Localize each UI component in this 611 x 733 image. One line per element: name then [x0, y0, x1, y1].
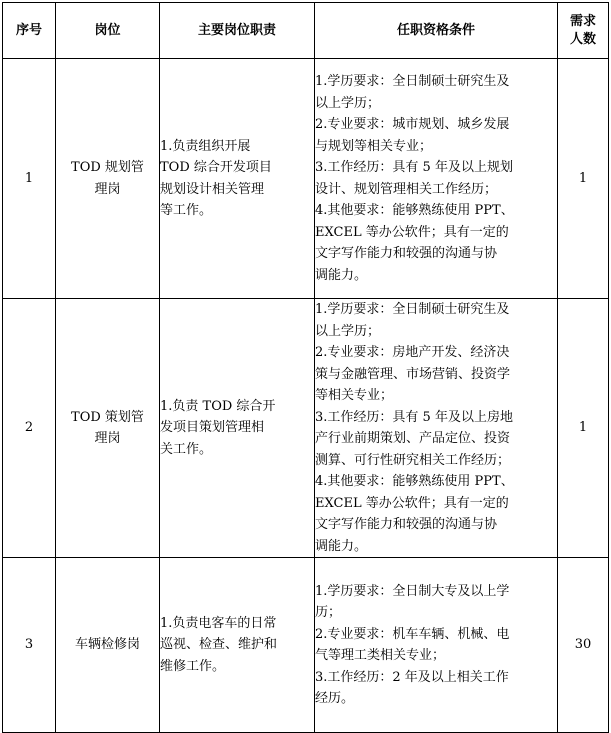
table-row — [3, 558, 609, 733]
req-line: 1.学历要求：全日制硕士研究生及 — [315, 302, 510, 317]
header-duties: 主要岗位职责 — [160, 3, 315, 59]
req-line: 气等理工类相关专业； — [315, 648, 446, 663]
row-requirements — [315, 59, 558, 299]
req-line: 4.其他要求：能够熟练使用 PPT、 — [315, 203, 514, 218]
req-line: 3.工作经历：2 年及以上相关工作 — [315, 669, 509, 685]
position-line: 理岗 — [94, 181, 121, 197]
row-duties — [160, 558, 315, 733]
duty-line: 巡视、检查、维护和 — [160, 637, 278, 653]
row-count: 30 — [558, 558, 609, 733]
row-duties — [160, 59, 315, 299]
position-line: TOD 规划管 — [71, 160, 144, 175]
req-line: 设计、规划管理相关工作经历； — [315, 181, 498, 197]
row-position — [56, 299, 160, 558]
header-no: 序号 — [3, 3, 56, 59]
duty-line: 1.负责组织开展 — [160, 138, 251, 154]
req-line: 2.专业要求：城市规划、城乡发展 — [315, 117, 510, 132]
req-line: 2.专业要求：房地产开发、经济决 — [315, 345, 510, 360]
row-duties — [160, 299, 315, 558]
duty-line: 规划设计相关管理 — [160, 181, 265, 197]
req-line: EXCEL 等办公软件；具有一定的 — [315, 224, 509, 240]
req-line: EXCEL 等办公软件；具有一定的 — [315, 495, 509, 511]
header-count-line2: 人数 — [569, 31, 596, 47]
req-line: 等相关专业； — [315, 388, 394, 403]
row-requirements — [315, 558, 558, 733]
row-requirements — [315, 299, 558, 558]
req-line: 调能力。 — [315, 538, 368, 554]
req-line: 产行业前期策划、产品定位、投资 — [315, 431, 511, 446]
position-line: 车辆检修岗 — [74, 637, 140, 653]
header-count-line1: 需求 — [569, 13, 596, 29]
req-line: 2.专业要求：机车车辆、机械、电 — [315, 626, 510, 642]
header-requirements: 任职资格条件 — [315, 3, 558, 59]
row-no: 3 — [3, 558, 56, 733]
table-row — [3, 59, 609, 299]
req-line: 1.学历要求：全日制大专及以上学 — [315, 583, 510, 599]
duty-line: TOD 综合开发项目 — [160, 160, 272, 175]
req-line: 以上学历； — [315, 95, 381, 111]
req-line: 策与金融管理、市场营销、投资学 — [315, 366, 511, 382]
position-line: TOD 策划管 — [71, 409, 144, 425]
req-line: 历； — [315, 605, 342, 620]
req-line: 文字写作能力和较强的沟通与协 — [315, 246, 498, 261]
header-row — [3, 3, 609, 59]
req-line: 3.工作经历：具有 5 年及以上规划 — [315, 160, 513, 175]
req-line: 1.学历要求：全日制硕士研究生及 — [315, 74, 510, 89]
table-row — [3, 299, 609, 558]
req-line: 经历。 — [315, 691, 355, 706]
duty-line: 维修工作。 — [160, 658, 226, 674]
duty-line: 关工作。 — [160, 441, 213, 457]
row-no: 2 — [3, 299, 56, 558]
row-no: 1 — [3, 59, 56, 299]
duty-line: 等工作。 — [160, 203, 213, 218]
row-position — [56, 558, 160, 733]
position-line: 理岗 — [94, 431, 121, 446]
row-count: 1 — [558, 299, 609, 558]
header-position: 岗位 — [56, 3, 160, 59]
row-position — [56, 59, 160, 299]
req-line: 调能力。 — [315, 267, 368, 283]
req-line: 3.工作经历：具有 5 年及以上房地 — [315, 409, 513, 425]
req-line: 与规划等相关专业； — [315, 138, 433, 154]
row-count: 1 — [558, 59, 609, 299]
req-line: 文字写作能力和较强的沟通与协 — [315, 517, 498, 532]
duty-line: 1.负责 TOD 综合开 — [160, 398, 276, 414]
req-line: 以上学历； — [315, 323, 381, 339]
req-line: 测算、可行性研究相关工作经历； — [315, 452, 511, 468]
header-count — [558, 3, 609, 59]
duty-line: 发项目策划管理相 — [160, 420, 265, 436]
recruitment-table — [2, 2, 609, 733]
duty-line: 1.负责电客车的日常 — [160, 615, 277, 631]
req-line: 4.其他要求：能够熟练使用 PPT、 — [315, 474, 514, 489]
